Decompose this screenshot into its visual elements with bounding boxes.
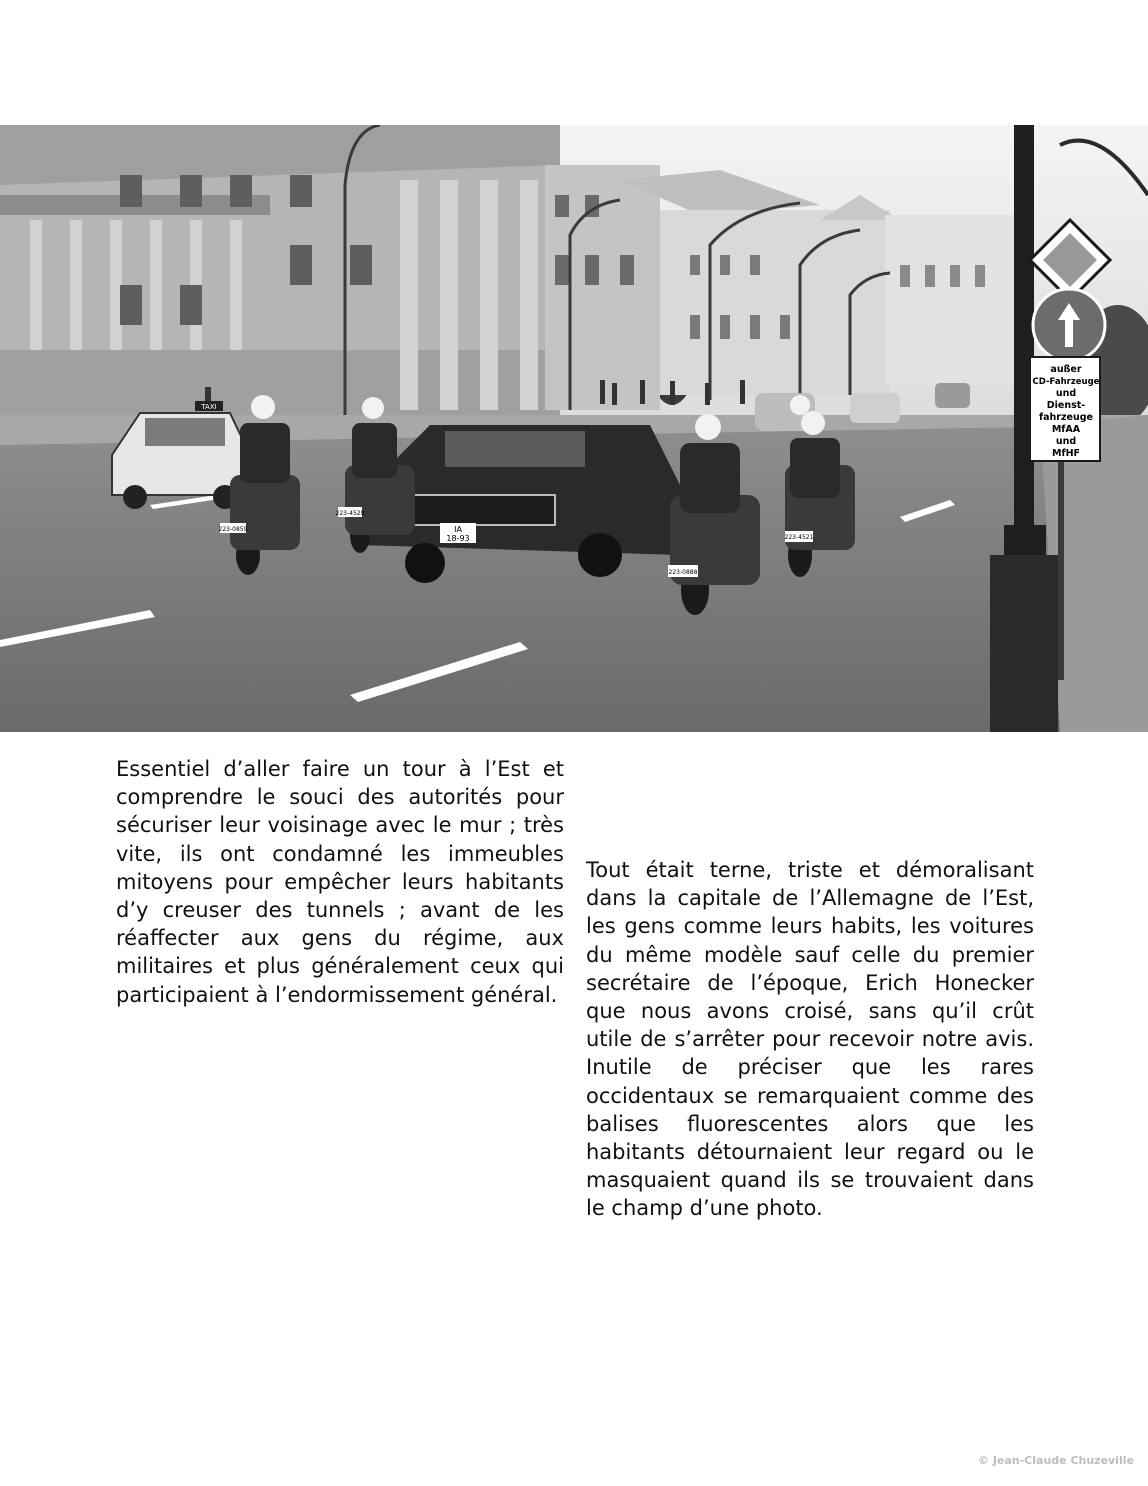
sign-line-2: CD-Fahrzeuge	[1032, 377, 1100, 387]
left-paragraph: Essentiel d’aller faire un tour à l’Est et comprendre le souci des autorités pour sécuriser leur voisinage avec le mur ; très vite, ils ont condamné les immeubles mitoyens pour empêcher leurs habitants d’y creuser des tunnels ; avant de les réaffecter aux gens du régime, aux militaires et plus généralement ceux qui participaient à l’endormissement général.	[116, 757, 564, 1007]
sign-line-4: Dienst-	[1046, 400, 1086, 411]
car-plate-bottom: 18-93	[446, 534, 470, 543]
moto-plate-3: 223-0888	[668, 569, 698, 576]
sign-line-3: und	[1055, 388, 1077, 399]
moto-plate-1: 223-0859	[218, 526, 248, 533]
sign-line-1: außer	[1050, 364, 1082, 375]
street-photo	[0, 125, 1148, 732]
sign-line-6: MfAA	[1051, 424, 1081, 435]
taxi-sign: TAXI	[201, 403, 217, 411]
moto-plate-2: 223-4529	[335, 510, 365, 517]
moto-plate-4: 223-4521	[784, 534, 814, 541]
middle-building	[545, 165, 660, 410]
sign-line-7: und	[1055, 436, 1077, 447]
street-photo-illustration	[0, 125, 1148, 732]
copyright-notice: © Jean-Claude Chuzeville	[977, 1454, 1134, 1467]
sign-line-5: fahrzeuge	[1039, 412, 1093, 423]
right-paragraph: Tout était terne, triste et démoralisant dans la capitale de l’Allemagne de l’Est, les gens comme leurs habits, les voitures du même modèle sauf celle du premier secrétaire de l’époque, Erich Honecker que nous avons croisé, sans qu’il crût utile de s’arrêter pour recevoir notre avis. Inutile de préciser que les rares occidentaux se remarquaient comme des balises fluorescentes alors que les habitants détournaient leur regard ou le masquaient quand ils se trouvaient dans le champ d’une photo.	[586, 858, 1034, 1221]
car-plate-top: IA	[454, 525, 462, 534]
palace-building	[0, 125, 560, 425]
sign-line-8: MfHF	[1051, 448, 1081, 459]
